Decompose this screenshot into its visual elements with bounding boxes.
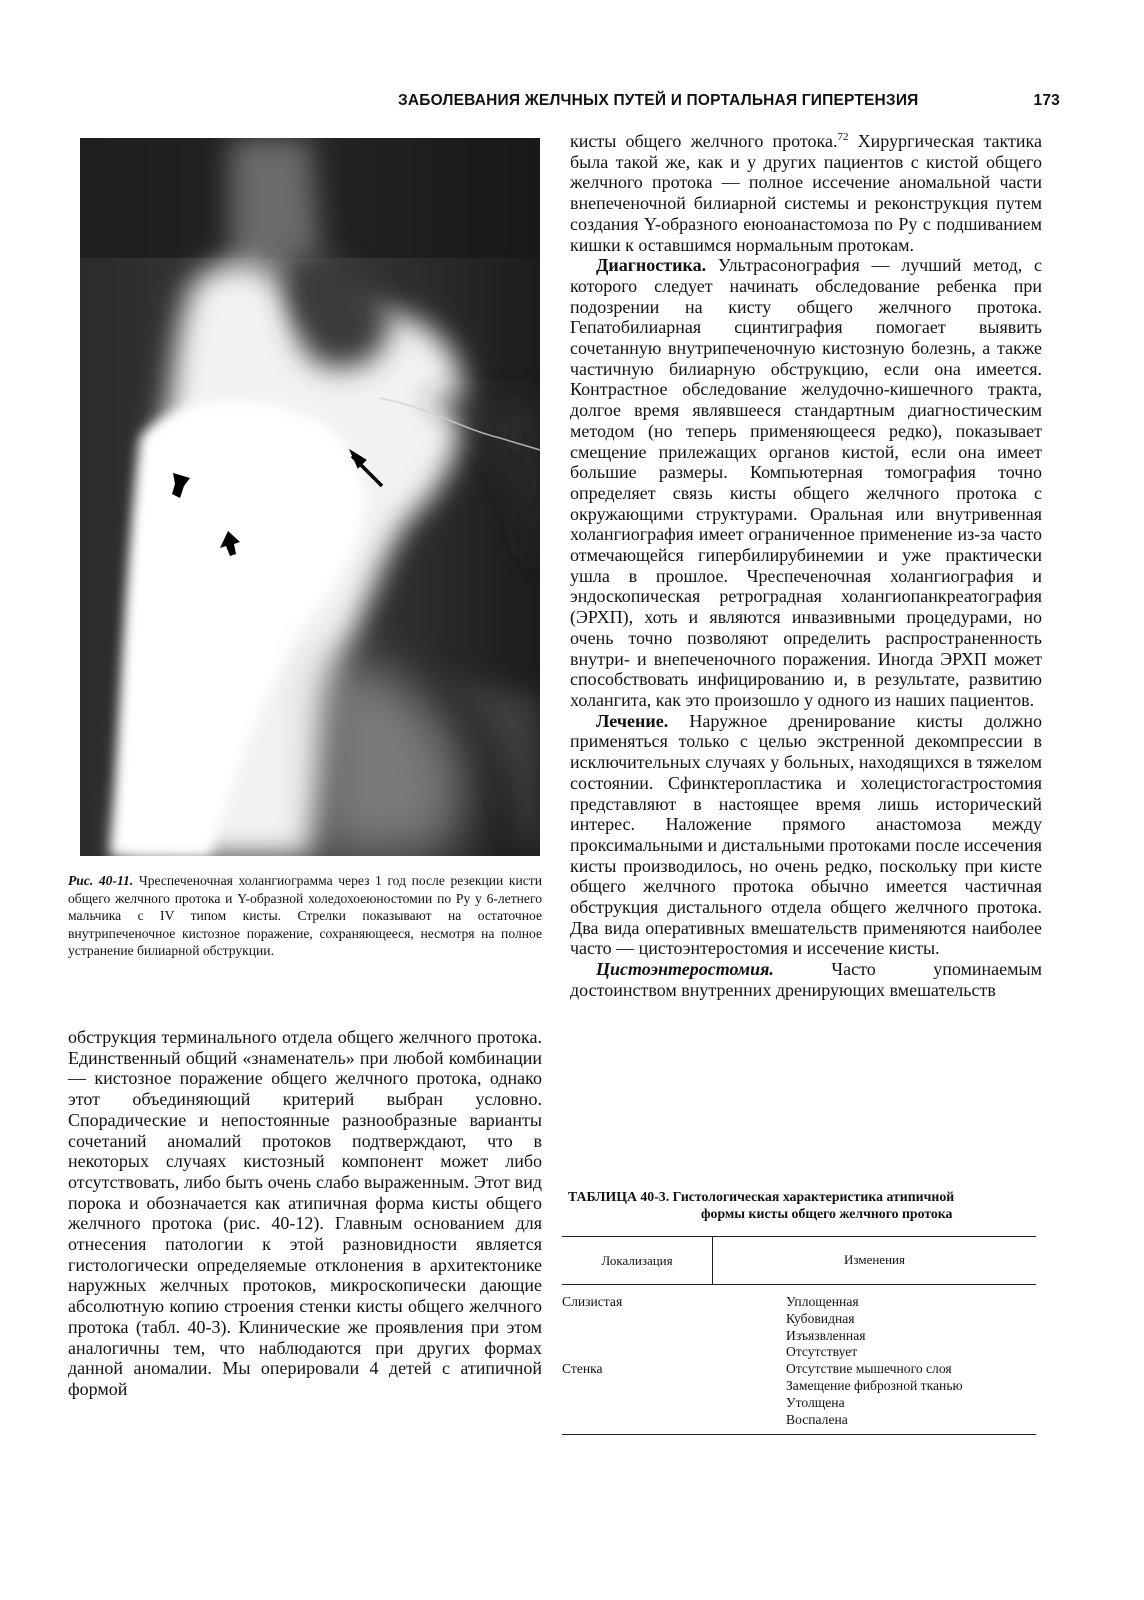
table-cell-changes: Уплощенная Кубовидная Изъязвленная Отсутствует xyxy=(786,1294,866,1360)
running-head xyxy=(398,92,1060,110)
reference-superscript: 72 xyxy=(837,131,849,143)
table-title-line1: ТАБЛИЦА 40-3. Гистологическая характеристика атипичной xyxy=(568,1189,955,1204)
table-row xyxy=(562,1361,1036,1428)
cholangiogram-image xyxy=(80,138,540,856)
paragraph-treatment: Лечение. Наружное дренирование кисты должно применяться только с целью экстренной декомпрессии в исключительных случаях у больных, находящихся в тяжелом состоянии. Сфинктеропластика и холецистогастростомия представляют в настоящее время лишь исторический интерес. Наложение прямого анастомоза между проксимальными и дистальными протоками после иссечения кисты производилось, но очень редко, поскольку при кисте общего желчного протока обычно имеется частичная обструкция дистального отдела общего желчного протока. Два вида оперативных вмешательств применяются наиболее часто — цистоэнтеростомия и иссечение кисты. xyxy=(570,710,1042,959)
figure-caption xyxy=(68,872,542,960)
column-header-changes: Изменения xyxy=(844,1252,905,1268)
section-heading-treatment: Лечение. xyxy=(596,710,669,731)
paragraph-diagnostics: Диагностика. Ультрасонография — лучший метод, с которого следует начинать обследование ребенка при подозрении на кисту общего желчного протока. Гепатобилиарная сцинтиграфия помогает выявить сочетанную внутрипеченочную кистозную болезнь, а также частичную билиарную обструкцию, если она имеется. Контрастное обследование желудочно-кишечного тракта, долгое время являвшееся стандартным диагностическим методом (но теперь применяющееся редко), показывает смещение прилежащих органов кистой, если она имеет большие размеры. Компьютерная томография точно определяет связь кисты общего желчного протока с окружающими структурами. Оральная или внутривенная холангиография имеет ограниченное применение из-за часто отмечающейся гипербилирубинемии и уже практически ушла в прошлое. Чреспеченочная холангиография и эндоскопическая ретроградная холангиопанкреатография (ЭРХП), хоть и являются инвазивными процедурами, но очень точно позволяют определить распространенность внутри- и внепеченочного поражения. Иногда ЭРХП может способствовать инфицированию и, в результате, развитию холангита, как это произошло у одного из наших пациентов. xyxy=(570,255,1042,710)
table-cell-location: Стенка xyxy=(562,1361,603,1377)
table-row xyxy=(562,1294,1036,1361)
page-number: 173 xyxy=(1033,92,1060,109)
table-body xyxy=(562,1285,1036,1435)
column-header-location: Локализация xyxy=(562,1237,713,1284)
figure-caption-text: Чреспеченочная холангиограмма через 1 год после резекции кисти общего желчного протока и Y-образной холедохоеюностомии по Ру у 6-летнего мальчика с IV типом кисты. Стрелки показывают на остаточное внутрипеченочное кистозное поражение, сохраняющееся, несмотря на полное устранение билиарной обструкции. xyxy=(68,873,543,958)
figure-label: Рис. 40-11. xyxy=(68,873,134,888)
section-heading-diagnostics: Диагностика. xyxy=(596,255,707,276)
paragraph-cystoenterostomy: Цистоэнтеростомия. Часто упоминаемым достоинством внутренних дренирующих вмешательств xyxy=(570,959,1042,1000)
table-title-line2: формы кисты общего желчного протока xyxy=(701,1206,953,1221)
table-header-row xyxy=(562,1237,1036,1285)
paragraph-continuation: кисты общего желчного протока.$^{72}$ Хирургическая тактика была такой же, как и у других пациентов с кистой общего желчного протока — полное иссечение аномальной части внепеченочной билиарной системы и реконструкция путем создания Y-образного еюноанастомоза по Ру с подшиванием кишки к оставшимся нормальным протокам. xyxy=(570,131,1042,255)
table-cell-location: Слизистая xyxy=(562,1294,623,1309)
cholangiogram-figure xyxy=(80,138,540,856)
left-column xyxy=(68,1027,542,1400)
paragraph-atypical-form: обструкция терминального отдела общего желчного протока. Единственный общий «знаменатель» при любой комбинации — кистозное поражение общего желчного протока, однако этот объединяющий критерий выбран условно. Спорадические и непостоянные разнообразные варианты сочетаний аномалий протоков подтверждают, что в некоторых случаях кистозный компонент может либо отсутствовать, либо быть очень слабо выраженным. Этот вид порока и обозначается как атипичная форма кисты общего желчного протока (рис. 40-12). Главным основанием для отнесения патологии к этой разновидности является гистологически определяемые отклонения в архитектонике наружных желчных протоков, микроскопически дающие абсолютную копию строения стенки кисты общего желчного протока (табл. 40-3). Клинические же проявления при этом аналогичны тем, что наблюдаются при других формах данной аномалии. Мы оперировали 4 детей с атипичной формой xyxy=(68,1027,542,1399)
table-cell-changes: Отсутствие мышечного слоя Замещение фиброзной тканью Утолщена Воспалена xyxy=(786,1361,963,1427)
table-title xyxy=(568,1188,1044,1222)
right-column xyxy=(570,131,1042,1001)
section-heading-cystoenterostomy: Цистоэнтеростомия. xyxy=(596,959,774,980)
histology-table xyxy=(562,1236,1036,1435)
running-title: ЗАБОЛЕВАНИЯ ЖЕЛЧНЫХ ПУТЕЙ И ПОРТАЛЬНАЯ ГИПЕРТЕНЗИЯ xyxy=(398,92,919,109)
